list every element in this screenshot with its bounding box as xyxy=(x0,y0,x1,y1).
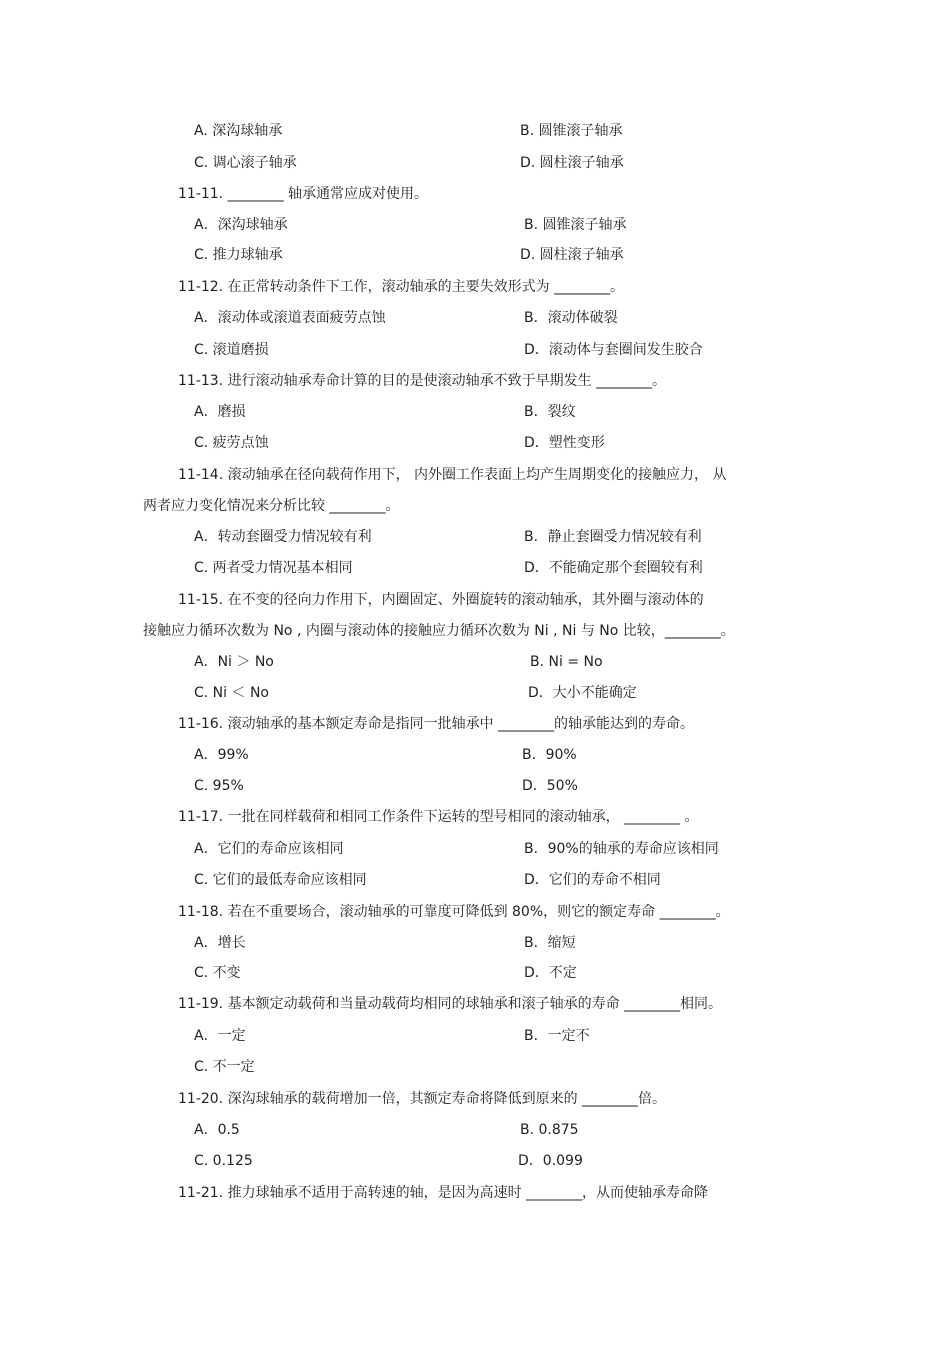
text-line: A．滚动体或滚道表面疲劳点蚀 xyxy=(194,310,386,326)
option-right: B．滚动体破裂 xyxy=(524,310,618,326)
text-line: C. 疲劳点蚀 xyxy=(194,435,269,451)
option-right: B. 圆锥滚子轴承 xyxy=(524,217,627,233)
option-right: D．它们的寿命不相同 xyxy=(524,872,661,888)
text-line: C. 推力球轴承 xyxy=(194,247,283,263)
text-line: 接触应力循环次数为 No , 内圈与滚动体的接触应力循环次数为 Ni , Ni 与 No 比较，________。 xyxy=(143,623,735,639)
option-right: D．0.099 xyxy=(518,1153,583,1169)
text-line: C. 95% xyxy=(194,778,244,794)
text-line: A．Ni ＞ No xyxy=(194,654,274,670)
text-line: A．转动套圈受力情况较有利 xyxy=(194,529,372,545)
option-right: B．90% xyxy=(522,747,577,763)
text-line: A．99% xyxy=(194,747,249,763)
text-line: 11-17. 一批在同样载荷和相同工作条件下运转的型号相同的滚动轴承， ________ 。 xyxy=(178,809,699,825)
text-line: 11-16. 滚动轴承的基本额定寿命是指同一批轴承中 ________的轴承能达到的寿命。 xyxy=(178,716,695,732)
text-line: A．一定 xyxy=(194,1028,246,1044)
option-right: B．缩短 xyxy=(524,935,576,951)
text-line: A．深沟球轴承 xyxy=(194,217,288,233)
text-line: A．0.5 xyxy=(194,1122,240,1138)
text-line: 11-15. 在不变的径向力作用下，内圈固定、外圈旋转的滚动轴承，其外圈与滚动体的 xyxy=(178,592,704,608)
text-line: A．磨损 xyxy=(194,404,246,420)
text-line: A．它们的寿命应该相同 xyxy=(194,841,344,857)
text-line: 11-20. 深沟球轴承的载荷增加一倍，其额定寿命将降低到原来的 ________倍。 xyxy=(178,1091,667,1107)
text-line: 11-11. ________ 轴承通常应成对使用。 xyxy=(178,186,429,202)
option-right: D．塑性变形 xyxy=(524,435,605,451)
text-line: 两者应力变化情况来分析比较 ________。 xyxy=(143,498,400,514)
text-line: C. 调心滚子轴承 xyxy=(194,155,297,171)
text-line: A．增长 xyxy=(194,935,246,951)
text-line: A. 深沟球轴承 xyxy=(194,123,283,139)
text-line: 11-19. 基本额定动载荷和当量动载荷均相同的球轴承和滚子轴承的寿命 ________相同。 xyxy=(178,996,723,1012)
option-right: D．不定 xyxy=(524,965,577,981)
option-right: B. 圆锥滚子轴承 xyxy=(520,123,623,139)
option-right: B．90%的轴承的寿命应该相同 xyxy=(524,841,719,857)
option-right: B．静止套圈受力情况较有利 xyxy=(524,529,702,545)
text-line: 11-21. 推力球轴承不适用于高转速的轴，是因为高速时 ________，从而使轴承寿命降 xyxy=(178,1185,709,1201)
option-right: B．裂纹 xyxy=(524,404,576,420)
text-line: C. Ni ＜ No xyxy=(194,685,269,701)
option-right: D. 圆柱滚子轴承 xyxy=(520,247,624,263)
option-right: D．滚动体与套圈间发生胶合 xyxy=(524,342,703,358)
text-line: C. 滚道磨损 xyxy=(194,342,269,358)
text-line: C. 不变 xyxy=(194,965,241,981)
text-line: 11-12. 在正常转动条件下工作，滚动轴承的主要失效形式为 ________。 xyxy=(178,279,625,295)
text-line: 11-13. 进行滚动轴承寿命计算的目的是使滚动轴承不致于早期发生 ________。 xyxy=(178,373,667,389)
option-right: D．不能确定那个套圈较有利 xyxy=(524,560,703,576)
option-right: D．大小不能确定 xyxy=(528,685,637,701)
text-line: 11-14. 滚动轴承在径向载荷作用下， 内外圈工作表面上均产生周期变化的接触应力， 从 xyxy=(178,467,727,483)
option-right: D．50% xyxy=(522,778,578,794)
text-line: C. 不一定 xyxy=(194,1059,255,1075)
text-line: C. 两者受力情况基本相同 xyxy=(194,560,353,576)
option-right: B. Ni = No xyxy=(530,654,603,670)
text-line: C. 0.125 xyxy=(194,1153,253,1169)
option-right: B．一定不 xyxy=(524,1028,590,1044)
text-line: C. 它们的最低寿命应该相同 xyxy=(194,872,367,888)
text-line: 11-18. 若在不重要场合，滚动轴承的可靠度可降低到 80%，则它的额定寿命 ________。 xyxy=(178,904,730,920)
option-right: D. 圆柱滚子轴承 xyxy=(520,155,624,171)
option-right: B. 0.875 xyxy=(520,1122,579,1138)
